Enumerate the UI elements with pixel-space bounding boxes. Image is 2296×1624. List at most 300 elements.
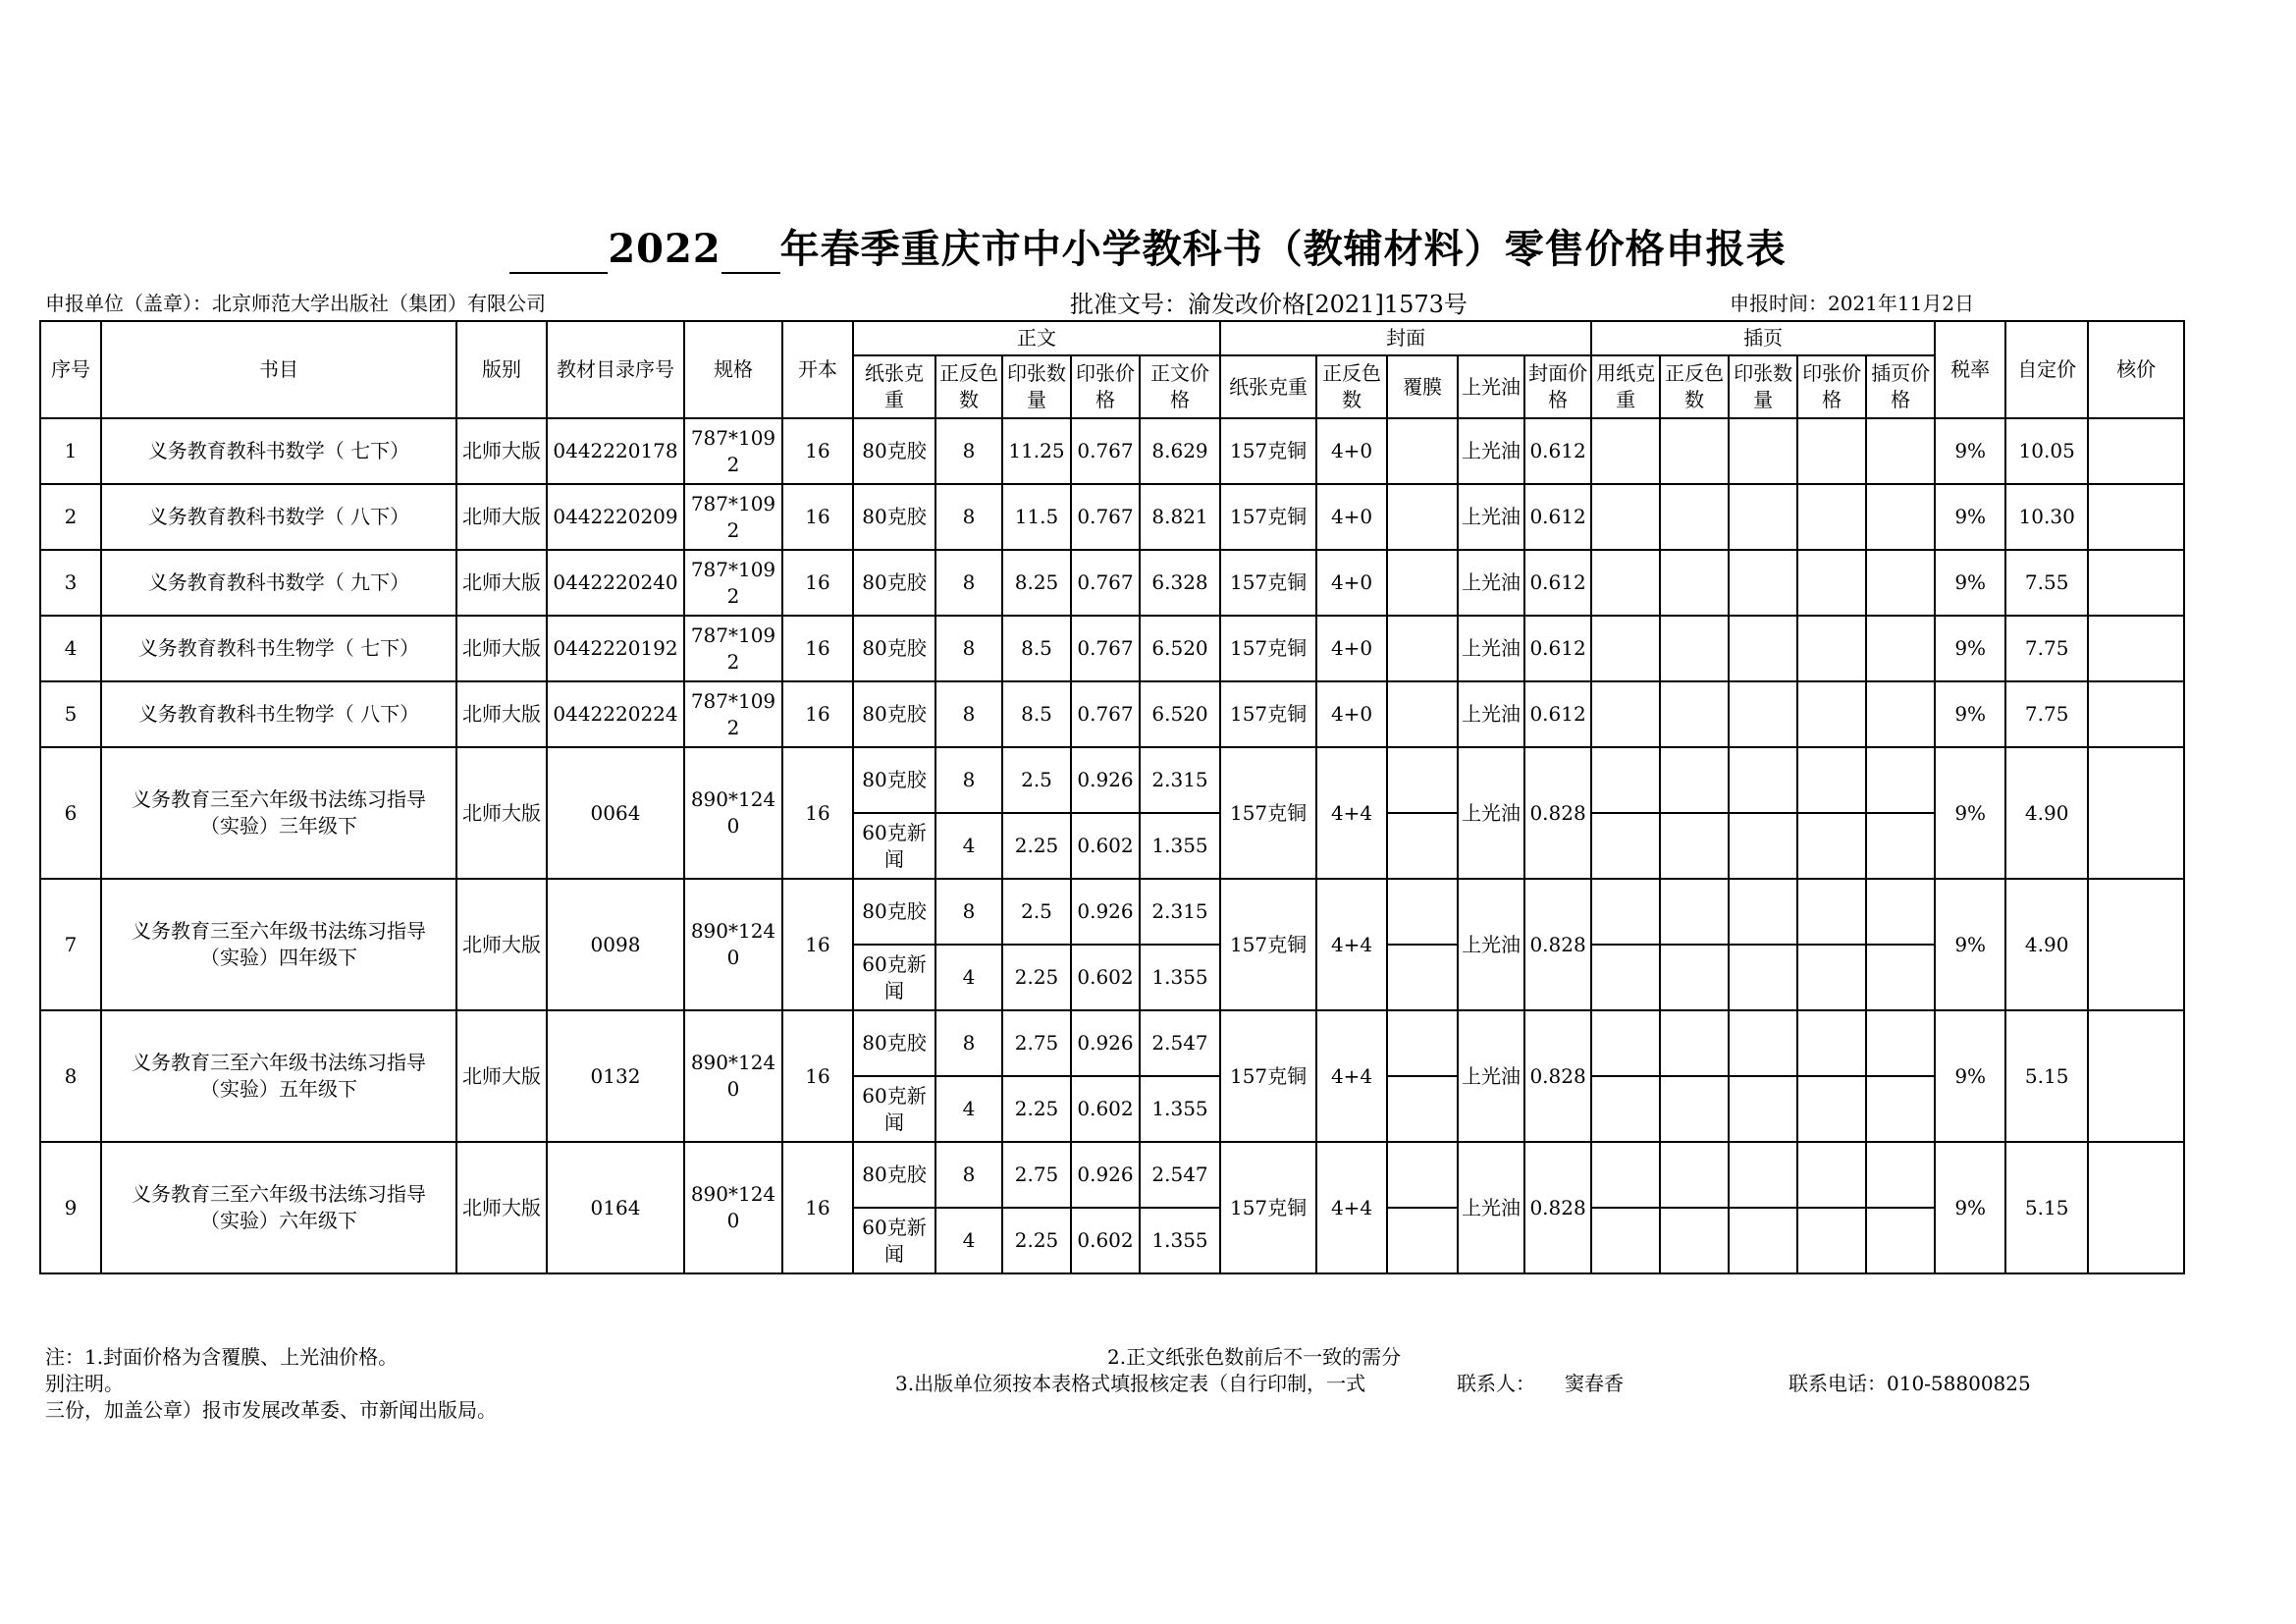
cell-cover-colors: 4+0 (1316, 484, 1387, 550)
cell-insert (1591, 747, 1660, 813)
cell-self-price: 10.30 (2005, 484, 2088, 550)
cell-insert (1660, 1208, 1729, 1273)
cell-insert (1797, 616, 1866, 681)
cell-insert (1660, 1076, 1729, 1142)
cell-spec: 890*1240 (684, 1142, 782, 1273)
approval-number: 批准文号：渝发改价格[2021]1573号 (1070, 291, 1468, 318)
cell-insert (1866, 418, 1935, 484)
title-blank-left (509, 233, 608, 274)
cell-body-colors: 4 (935, 813, 1002, 879)
cell-cover-price: 0.612 (1524, 484, 1591, 550)
cell-insert (1797, 813, 1866, 879)
cell-catalog: 0098 (547, 879, 684, 1010)
cell-format: 16 (782, 418, 853, 484)
cell-insert (1866, 550, 1935, 616)
header-book: 书目 (101, 321, 456, 418)
header-body-price: 正文价格 (1140, 355, 1220, 418)
header-body-group: 正文 (853, 321, 1220, 355)
cell-insert (1591, 484, 1660, 550)
cell-approved (2088, 550, 2184, 616)
cell-insert (1729, 418, 1797, 484)
cell-cover-price: 0.828 (1524, 747, 1591, 879)
cell-insert (1591, 550, 1660, 616)
cell-insert (1866, 1208, 1935, 1273)
cell-insert (1591, 1076, 1660, 1142)
cell-insert (1660, 747, 1729, 813)
cell-cover-gloss: 上光油 (1458, 1010, 1524, 1142)
page-title (0, 218, 2296, 274)
cell-format: 16 (782, 550, 853, 616)
table-row (40, 484, 2184, 550)
cell-insert (1797, 1208, 1866, 1273)
header-approved: 核价 (2088, 321, 2184, 418)
header-row-1 (40, 321, 2184, 355)
cell-body-colors: 8 (935, 484, 1002, 550)
cell-catalog: 0442220240 (547, 550, 684, 616)
cell-approved (2088, 681, 2184, 747)
cell-insert (1660, 1010, 1729, 1076)
cell-cover-film (1387, 813, 1458, 879)
cell-body-colors: 4 (935, 1076, 1002, 1142)
note-1: 注：1.封面价格为含覆膜、上光油价格。 (45, 1345, 399, 1369)
cell-insert (1591, 616, 1660, 681)
header-insert-price: 插页价格 (1866, 355, 1935, 418)
cell-tax: 9% (1935, 550, 2005, 616)
cell-self-price: 10.05 (2005, 418, 2088, 484)
cell-body-sheets: 2.25 (1002, 813, 1071, 879)
declaring-unit: 申报单位（盖章）：北京师范大学出版社（集团）有限公司 (45, 292, 546, 315)
note-3-cont: 三份，加盖公章）报市发展改革委、市新闻出版局。 (45, 1398, 497, 1422)
cell-insert (1660, 681, 1729, 747)
cell-insert (1660, 813, 1729, 879)
cell-self-price: 5.15 (2005, 1010, 2088, 1142)
cell-insert (1591, 418, 1660, 484)
cell-cover-paper: 157克铜 (1220, 747, 1316, 879)
cell-seq: 7 (40, 879, 101, 1010)
cell-approved (2088, 879, 2184, 1010)
cell-insert (1866, 484, 1935, 550)
cell-body-price: 1.355 (1140, 945, 1220, 1010)
cell-cover-colors: 4+4 (1316, 1142, 1387, 1273)
cell-insert (1866, 1142, 1935, 1208)
header-body-sheets: 印张数量 (1002, 355, 1071, 418)
header-body-colors: 正反色数 (935, 355, 1002, 418)
cell-body-sheet-price: 0.602 (1071, 1208, 1140, 1273)
cell-cover-colors: 4+0 (1316, 616, 1387, 681)
cell-body-paper: 80克胶 (853, 550, 935, 616)
cell-body-sheet-price: 0.767 (1071, 681, 1140, 747)
table-row (40, 681, 2184, 747)
cell-body-sheet-price: 0.926 (1071, 879, 1140, 945)
cell-self-price: 4.90 (2005, 879, 2088, 1010)
cell-format: 16 (782, 1010, 853, 1142)
cell-body-sheets: 11.5 (1002, 484, 1071, 550)
contact-phone: 联系电话：010-58800825 (1789, 1372, 2031, 1395)
cell-body-colors: 4 (935, 945, 1002, 1010)
cell-cover-gloss: 上光油 (1458, 879, 1524, 1010)
header-cover-paper: 纸张克重 (1220, 355, 1316, 418)
cell-body-colors: 8 (935, 1142, 1002, 1208)
cell-format: 16 (782, 616, 853, 681)
cell-seq: 3 (40, 550, 101, 616)
cell-insert (1729, 747, 1797, 813)
table-row (40, 1010, 2184, 1076)
cell-spec: 787*1092 (684, 550, 782, 616)
cell-body-price: 8.821 (1140, 484, 1220, 550)
cell-body-sheet-price: 0.602 (1071, 945, 1140, 1010)
cell-edition: 北师大版 (456, 484, 547, 550)
cell-body-price: 1.355 (1140, 1208, 1220, 1273)
cell-tax: 9% (1935, 1010, 2005, 1142)
header-edition: 版别 (456, 321, 547, 418)
cell-format: 16 (782, 484, 853, 550)
cell-tax: 9% (1935, 879, 2005, 1010)
cell-cover-gloss: 上光油 (1458, 681, 1524, 747)
cell-format: 16 (782, 1142, 853, 1273)
cell-insert (1797, 484, 1866, 550)
cell-body-sheet-price: 0.767 (1071, 550, 1140, 616)
cell-edition: 北师大版 (456, 616, 547, 681)
cell-tax: 9% (1935, 681, 2005, 747)
cell-body-price: 6.328 (1140, 550, 1220, 616)
cell-seq: 2 (40, 484, 101, 550)
cell-format: 16 (782, 879, 853, 1010)
header-self-price: 自定价 (2005, 321, 2088, 418)
cell-insert (1866, 813, 1935, 879)
cell-insert (1660, 879, 1729, 945)
cell-cover-gloss: 上光油 (1458, 418, 1524, 484)
header-body-sheet-price: 印张价格 (1071, 355, 1140, 418)
cell-approved (2088, 616, 2184, 681)
cell-insert (1591, 1208, 1660, 1273)
table-row (40, 616, 2184, 681)
cell-insert (1591, 813, 1660, 879)
cell-book: 义务教育教科书数学（ 九下） (101, 550, 456, 616)
cell-body-sheets: 11.25 (1002, 418, 1071, 484)
cell-body-paper: 80克胶 (853, 879, 935, 945)
cell-approved (2088, 747, 2184, 879)
cell-insert (1797, 1010, 1866, 1076)
cell-book: 义务教育三至六年级书法练习指导（实验）五年级下 (101, 1010, 456, 1142)
cell-insert (1660, 616, 1729, 681)
cell-cover-colors: 4+0 (1316, 550, 1387, 616)
cell-insert (1591, 1142, 1660, 1208)
cell-spec: 890*1240 (684, 1010, 782, 1142)
cell-cover-gloss: 上光油 (1458, 484, 1524, 550)
cell-book: 义务教育三至六年级书法练习指导（实验）三年级下 (101, 747, 456, 879)
cell-body-colors: 8 (935, 747, 1002, 813)
cell-body-paper: 60克新闻 (853, 1208, 935, 1273)
title-year: 2022 (608, 226, 721, 272)
cell-tax: 9% (1935, 484, 2005, 550)
cell-insert (1866, 879, 1935, 945)
cell-self-price: 5.15 (2005, 1142, 2088, 1273)
cell-insert (1660, 484, 1729, 550)
cell-body-paper: 80克胶 (853, 747, 935, 813)
cell-body-sheet-price: 0.602 (1071, 813, 1140, 879)
contact-name: 窦春香 (1565, 1372, 1624, 1395)
cell-insert (1797, 945, 1866, 1010)
cell-edition: 北师大版 (456, 1010, 547, 1142)
cell-cover-paper: 157克铜 (1220, 681, 1316, 747)
header-body-paper: 纸张克重 (853, 355, 935, 418)
cell-format: 16 (782, 681, 853, 747)
cell-body-price: 1.355 (1140, 1076, 1220, 1142)
cell-insert (1797, 1076, 1866, 1142)
cell-body-sheets: 2.25 (1002, 945, 1071, 1010)
cell-body-price: 6.520 (1140, 616, 1220, 681)
header-insert-sheet-price: 印张价格 (1797, 355, 1866, 418)
cell-body-sheet-price: 0.926 (1071, 747, 1140, 813)
cell-cover-paper: 157克铜 (1220, 616, 1316, 681)
cell-spec: 787*1092 (684, 681, 782, 747)
cell-cover-paper: 157克铜 (1220, 879, 1316, 1010)
cell-body-sheet-price: 0.767 (1071, 418, 1140, 484)
cell-body-colors: 8 (935, 616, 1002, 681)
cell-cover-colors: 4+0 (1316, 681, 1387, 747)
cell-insert (1660, 550, 1729, 616)
cell-body-paper: 80克胶 (853, 616, 935, 681)
cell-edition: 北师大版 (456, 747, 547, 879)
cell-insert (1729, 616, 1797, 681)
cell-cover-film (1387, 681, 1458, 747)
cell-cover-gloss: 上光油 (1458, 616, 1524, 681)
cell-cover-colors: 4+4 (1316, 1010, 1387, 1142)
cell-cover-film (1387, 747, 1458, 813)
cell-cover-film (1387, 484, 1458, 550)
cell-cover-gloss: 上光油 (1458, 1142, 1524, 1273)
cell-edition: 北师大版 (456, 418, 547, 484)
cell-body-price: 2.547 (1140, 1010, 1220, 1076)
cell-self-price: 4.90 (2005, 747, 2088, 879)
cell-body-sheet-price: 0.926 (1071, 1142, 1140, 1208)
cell-body-price: 8.629 (1140, 418, 1220, 484)
cell-insert (1591, 681, 1660, 747)
cell-catalog: 0442220192 (547, 616, 684, 681)
cell-body-colors: 8 (935, 879, 1002, 945)
cell-cover-price: 0.612 (1524, 616, 1591, 681)
cell-seq: 4 (40, 616, 101, 681)
cell-seq: 8 (40, 1010, 101, 1142)
header-spec: 规格 (684, 321, 782, 418)
cell-catalog: 0132 (547, 1010, 684, 1142)
header-format: 开本 (782, 321, 853, 418)
header-tax: 税率 (1935, 321, 2005, 418)
cell-body-colors: 8 (935, 681, 1002, 747)
table-row (40, 747, 2184, 813)
cell-book: 义务教育教科书数学（ 七下） (101, 418, 456, 484)
cell-body-paper: 80克胶 (853, 418, 935, 484)
header-insert-group: 插页 (1591, 321, 1935, 355)
cell-body-paper: 80克胶 (853, 681, 935, 747)
cell-cover-paper: 157克铜 (1220, 1010, 1316, 1142)
table-row (40, 879, 2184, 945)
cell-edition: 北师大版 (456, 681, 547, 747)
cell-cover-paper: 157克铜 (1220, 484, 1316, 550)
cell-body-sheets: 8.5 (1002, 681, 1071, 747)
cell-cover-paper: 157克铜 (1220, 1142, 1316, 1273)
cell-insert (1729, 945, 1797, 1010)
cell-body-sheets: 8.25 (1002, 550, 1071, 616)
cell-book: 义务教育教科书生物学（ 七下） (101, 616, 456, 681)
header-catalog: 教材目录序号 (547, 321, 684, 418)
cell-body-sheets: 2.75 (1002, 1142, 1071, 1208)
cell-insert (1591, 1010, 1660, 1076)
cell-body-paper: 80克胶 (853, 1010, 935, 1076)
cell-insert (1660, 1142, 1729, 1208)
cell-body-sheets: 8.5 (1002, 616, 1071, 681)
cell-cover-paper: 157克铜 (1220, 550, 1316, 616)
cell-insert (1866, 1076, 1935, 1142)
cell-cover-colors: 4+4 (1316, 747, 1387, 879)
cell-seq: 1 (40, 418, 101, 484)
cell-insert (1866, 616, 1935, 681)
cell-insert (1729, 681, 1797, 747)
cell-book: 义务教育教科书生物学（ 八下） (101, 681, 456, 747)
cell-body-paper: 80克胶 (853, 484, 935, 550)
contact-label: 联系人： (1457, 1372, 1535, 1395)
cell-approved (2088, 1142, 2184, 1273)
cell-book: 义务教育三至六年级书法练习指导（实验）六年级下 (101, 1142, 456, 1273)
cell-cover-film (1387, 616, 1458, 681)
cell-cover-film (1387, 550, 1458, 616)
cell-self-price: 7.55 (2005, 550, 2088, 616)
cell-edition: 北师大版 (456, 550, 547, 616)
price-table (39, 320, 2185, 1274)
cell-catalog: 0064 (547, 747, 684, 879)
cell-cover-colors: 4+0 (1316, 418, 1387, 484)
cell-approved (2088, 484, 2184, 550)
cell-catalog: 0442220178 (547, 418, 684, 484)
table-row (40, 550, 2184, 616)
cell-insert (1866, 681, 1935, 747)
cell-insert (1797, 418, 1866, 484)
cell-edition: 北师大版 (456, 879, 547, 1010)
cell-spec: 787*1092 (684, 418, 782, 484)
cell-insert (1866, 747, 1935, 813)
header-insert-sheets: 印张数量 (1729, 355, 1797, 418)
cell-catalog: 0442220224 (547, 681, 684, 747)
header-cover-film: 覆膜 (1387, 355, 1458, 418)
cell-cover-price: 0.612 (1524, 681, 1591, 747)
cell-cover-price: 0.612 (1524, 550, 1591, 616)
cell-body-sheet-price: 0.767 (1071, 484, 1140, 550)
table-body (40, 321, 2184, 1273)
cell-body-sheets: 2.75 (1002, 1010, 1071, 1076)
cell-cover-film (1387, 1076, 1458, 1142)
cell-insert (1729, 550, 1797, 616)
cell-approved (2088, 1010, 2184, 1142)
table-row (40, 1142, 2184, 1208)
cell-body-colors: 4 (935, 1208, 1002, 1273)
cell-insert (1797, 879, 1866, 945)
cell-approved (2088, 418, 2184, 484)
declaration-date: 申报时间：2021年11月2日 (1730, 292, 1975, 315)
cell-body-paper: 60克新闻 (853, 813, 935, 879)
cell-insert (1866, 1010, 1935, 1076)
cell-spec: 890*1240 (684, 879, 782, 1010)
cell-self-price: 7.75 (2005, 681, 2088, 747)
cell-cover-film (1387, 1010, 1458, 1076)
cell-insert (1797, 1142, 1866, 1208)
cell-body-paper: 60克新闻 (853, 945, 935, 1010)
header-insert-paper: 用纸克重 (1591, 355, 1660, 418)
cell-spec: 890*1240 (684, 747, 782, 879)
cell-tax: 9% (1935, 1142, 2005, 1273)
cell-insert (1729, 484, 1797, 550)
cell-seq: 6 (40, 747, 101, 879)
cell-tax: 9% (1935, 616, 2005, 681)
cell-cover-price: 0.828 (1524, 879, 1591, 1010)
cell-catalog: 0442220209 (547, 484, 684, 550)
cell-catalog: 0164 (547, 1142, 684, 1273)
cell-insert (1797, 681, 1866, 747)
header-cover-group: 封面 (1220, 321, 1591, 355)
header-insert-colors: 正反色数 (1660, 355, 1729, 418)
cell-insert (1797, 747, 1866, 813)
cell-body-sheets: 2.5 (1002, 747, 1071, 813)
cell-self-price: 7.75 (2005, 616, 2088, 681)
cell-body-price: 2.315 (1140, 879, 1220, 945)
cell-insert (1729, 1208, 1797, 1273)
cell-insert (1729, 813, 1797, 879)
note-2: 2.正文纸张色数前后不一致的需分 (1107, 1345, 1402, 1369)
cell-tax: 9% (1935, 747, 2005, 879)
cell-body-sheet-price: 0.926 (1071, 1010, 1140, 1076)
cell-cover-price: 0.612 (1524, 418, 1591, 484)
cell-insert (1729, 1076, 1797, 1142)
note-3: 3.出版单位须按本表格式填报核定表（自行印制，一式 (895, 1372, 1366, 1395)
title-blank-right (721, 233, 780, 274)
cell-cover-gloss: 上光油 (1458, 747, 1524, 879)
cell-body-sheet-price: 0.767 (1071, 616, 1140, 681)
cell-body-price: 2.547 (1140, 1142, 1220, 1208)
cell-insert (1866, 945, 1935, 1010)
cell-insert (1797, 550, 1866, 616)
cell-spec: 787*1092 (684, 616, 782, 681)
cell-cover-gloss: 上光油 (1458, 550, 1524, 616)
header-seq: 序号 (40, 321, 101, 418)
cell-body-price: 1.355 (1140, 813, 1220, 879)
cell-insert (1591, 879, 1660, 945)
table-row (40, 418, 2184, 484)
cell-body-colors: 8 (935, 1010, 1002, 1076)
cell-insert (1591, 945, 1660, 1010)
cell-insert (1729, 1142, 1797, 1208)
cell-insert (1660, 945, 1729, 1010)
cell-body-paper: 80克胶 (853, 1142, 935, 1208)
cell-body-colors: 8 (935, 418, 1002, 484)
cell-format: 16 (782, 747, 853, 879)
title-text: 年春季重庆市中小学教科书（教辅材料）零售价格申报表 (779, 226, 1787, 272)
cell-cover-price: 0.828 (1524, 1142, 1591, 1273)
note-2-cont: 别注明。 (45, 1372, 124, 1395)
cell-body-colors: 8 (935, 550, 1002, 616)
cell-cover-film (1387, 945, 1458, 1010)
cell-body-sheet-price: 0.602 (1071, 1076, 1140, 1142)
cell-book: 义务教育教科书数学（ 八下） (101, 484, 456, 550)
header-cover-gloss: 上光油 (1458, 355, 1524, 418)
cell-cover-price: 0.828 (1524, 1010, 1591, 1142)
cell-body-sheets: 2.25 (1002, 1076, 1071, 1142)
header-cover-colors: 正反色数 (1316, 355, 1387, 418)
cell-body-sheets: 2.5 (1002, 879, 1071, 945)
header-cover-price: 封面价格 (1524, 355, 1591, 418)
cell-tax: 9% (1935, 418, 2005, 484)
cell-insert (1729, 1010, 1797, 1076)
cell-cover-film (1387, 1142, 1458, 1208)
cell-body-price: 2.315 (1140, 747, 1220, 813)
